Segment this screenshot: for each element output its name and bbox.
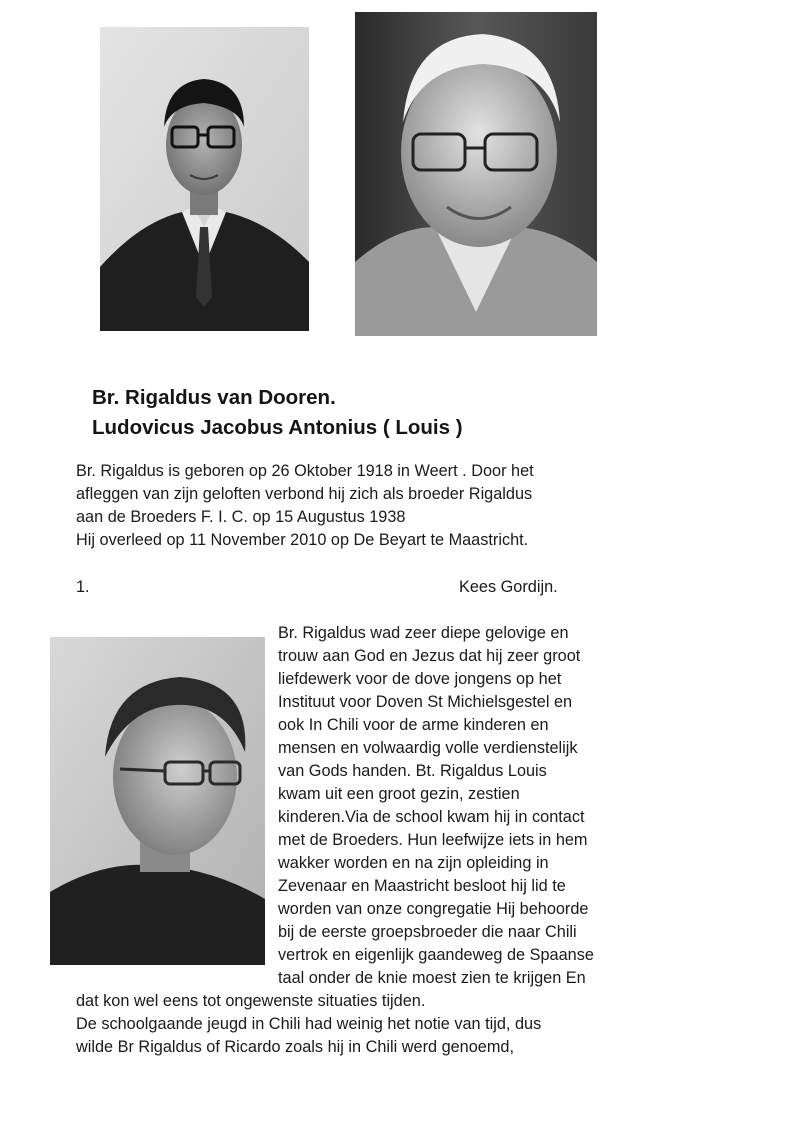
- body-line: met de Broeders. Hun leefwijze iets in hem: [278, 831, 588, 849]
- body-line: ook In Chili voor de arme kinderen en: [278, 716, 549, 734]
- portrait-young-man-image: [100, 27, 309, 331]
- heading-name: Br. Rigaldus van Dooren.: [92, 386, 336, 409]
- body-line: kwam uit een groot gezin, zestien: [278, 785, 520, 803]
- author-name: Kees Gordijn.: [459, 578, 558, 596]
- portrait-photo-3: [50, 637, 265, 965]
- portrait-photo-2: [355, 12, 597, 336]
- body-line: De schoolgaande jeugd in Chili had weinig het notie van tijd, dus: [76, 1015, 542, 1033]
- body-line: wilde Br Rigaldus of Ricardo zoals hij in Chili werd genoemd,: [76, 1038, 514, 1056]
- body-line: mensen en volwaardig volle verdienstelijk: [278, 739, 578, 757]
- intro-line: Br. Rigaldus is geboren op 26 Oktober 1918 in Weert . Door het: [76, 462, 534, 480]
- body-line: Br. Rigaldus wad zeer diepe gelovige en: [278, 624, 569, 642]
- body-line: bij de eerste groepsbroeder die naar Chili: [278, 923, 577, 941]
- body-line: Zevenaar en Maastricht besloot hij lid te: [278, 877, 566, 895]
- body-line: Instituut voor Doven St Michielsgestel en: [278, 693, 573, 711]
- body-line: dat kon wel eens tot ongewenste situaties tijden.: [76, 992, 426, 1010]
- body-line: trouw aan God en Jezus dat hij zeer groot: [278, 647, 581, 665]
- intro-line: aan de Broeders F. I. C. op 15 Augustus 1938: [76, 508, 406, 526]
- portrait-photo-1: [100, 27, 309, 331]
- portrait-elderly-man-image: [355, 12, 597, 336]
- body-line: worden van onze congregatie Hij behoorde: [278, 900, 589, 918]
- body-line: wakker worden en na zijn opleiding in: [278, 854, 549, 872]
- intro-line: Hij overleed op 11 November 2010 op De Beyart te Maastricht.: [76, 531, 529, 549]
- body-line: vertrok en eigenlijk gaandeweg de Spaanse: [278, 946, 594, 964]
- body-line: taal onder de knie moest zien te krijgen En: [278, 969, 586, 987]
- intro-line: afleggen van zijn geloften verbond hij zich als broeder Rigaldus: [76, 485, 533, 503]
- heading-full-name: Ludovicus Jacobus Antonius ( Louis ): [92, 416, 463, 439]
- body-line: kinderen.Via de school kwam hij in contact: [278, 808, 585, 826]
- body-line: van Gods handen. Bt. Rigaldus Louis: [278, 762, 547, 780]
- portrait-young-man-profile-image: [50, 637, 265, 965]
- page-number: 1.: [76, 578, 90, 596]
- body-line: liefdewerk voor de dove jongens op het: [278, 670, 562, 688]
